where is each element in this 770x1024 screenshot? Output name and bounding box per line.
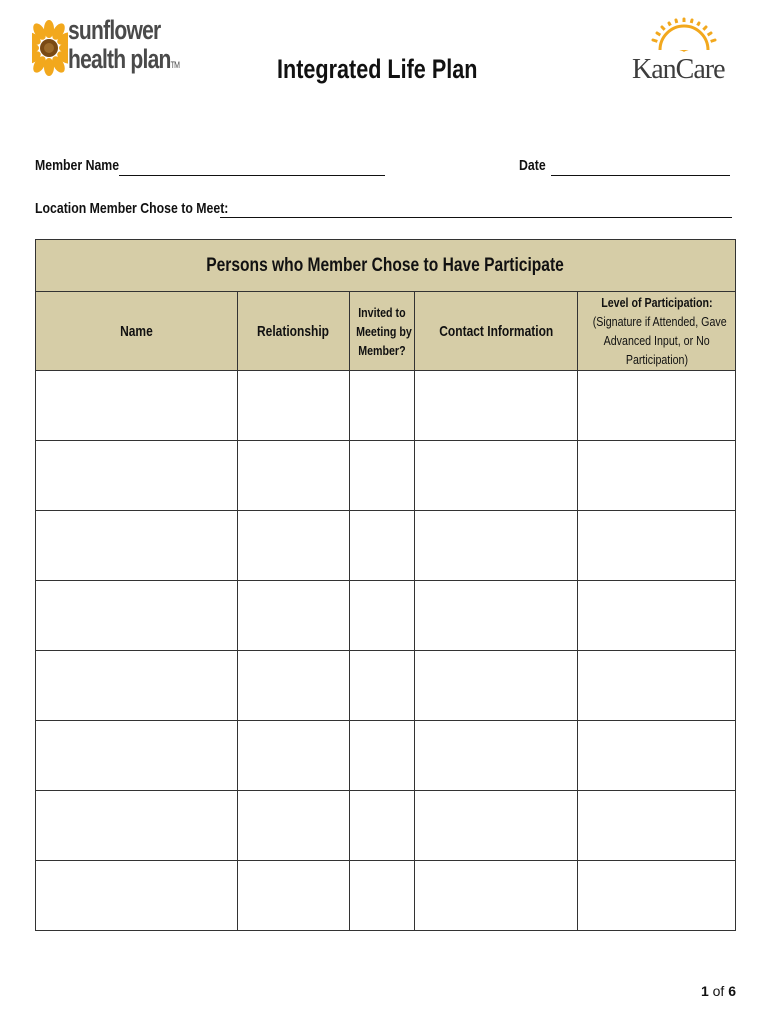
table-row	[36, 581, 736, 651]
cell-contact[interactable]	[415, 371, 578, 441]
cell-invited[interactable]	[350, 371, 415, 441]
cell-invited[interactable]	[350, 721, 415, 791]
cell-contact[interactable]	[415, 861, 578, 931]
cell-relationship[interactable]	[238, 441, 350, 511]
invited-line-1: Invited to	[358, 304, 406, 320]
cell-relationship[interactable]	[238, 651, 350, 721]
cell-name[interactable]	[36, 651, 238, 721]
cell-name[interactable]	[36, 371, 238, 441]
level-sub-3: Participation)	[625, 352, 688, 367]
page-number	[701, 983, 736, 999]
column-header-contact: Contact Information	[415, 292, 578, 371]
cell-invited[interactable]	[350, 861, 415, 931]
cell-contact[interactable]	[415, 511, 578, 581]
column-header-invited	[350, 292, 415, 371]
cell-level[interactable]	[578, 371, 736, 441]
cell-contact[interactable]	[415, 791, 578, 861]
member-name-field[interactable]	[119, 175, 385, 176]
cell-name[interactable]	[36, 861, 238, 931]
trademark-mark: TM	[170, 60, 180, 70]
date-field[interactable]	[551, 175, 730, 176]
level-title: Level of Participation:	[600, 295, 713, 310]
table-section-title: Persons who Member Chose to Have Participate	[36, 240, 736, 292]
cell-level[interactable]	[578, 791, 736, 861]
sunflower-icon	[32, 18, 68, 78]
cell-invited[interactable]	[350, 581, 415, 651]
cell-level[interactable]	[578, 511, 736, 581]
table-row	[36, 511, 736, 581]
kancare-logo	[630, 16, 725, 85]
table-row	[36, 791, 736, 861]
location-label: Location Member Chose to Meet:	[35, 200, 229, 217]
cell-contact[interactable]	[415, 721, 578, 791]
column-header-relationship: Relationship	[238, 292, 350, 371]
page-total: 6	[728, 983, 736, 999]
invited-line-2: Meeting by	[356, 323, 412, 339]
member-name-label: Member Name	[35, 157, 120, 174]
cell-name[interactable]	[36, 791, 238, 861]
cell-contact[interactable]	[415, 441, 578, 511]
date-label: Date	[519, 157, 546, 174]
cell-name[interactable]	[36, 581, 238, 651]
cell-name[interactable]	[36, 721, 238, 791]
brand-line-2: health plan	[68, 44, 171, 74]
cell-relationship[interactable]	[238, 861, 350, 931]
participants-table-body	[36, 371, 736, 931]
participants-table	[35, 239, 736, 931]
column-header-level	[578, 292, 736, 371]
cell-relationship[interactable]	[238, 791, 350, 861]
invited-line-3: Member?	[358, 342, 406, 358]
cell-relationship[interactable]	[238, 511, 350, 581]
brand-line-1: sunflower	[68, 15, 161, 45]
cell-contact[interactable]	[415, 581, 578, 651]
cell-relationship[interactable]	[238, 721, 350, 791]
sunflower-wordmark	[68, 16, 211, 80]
table-row	[36, 721, 736, 791]
kancare-sun-icon	[648, 16, 720, 52]
location-field[interactable]	[220, 217, 732, 218]
cell-name[interactable]	[36, 441, 238, 511]
level-sub-2: Advanced Input, or No	[603, 333, 710, 348]
cell-name[interactable]	[36, 511, 238, 581]
cell-contact[interactable]	[415, 651, 578, 721]
cell-level[interactable]	[578, 721, 736, 791]
cell-relationship[interactable]	[238, 581, 350, 651]
column-header-name: Name	[36, 292, 238, 371]
page-current: 1	[700, 983, 709, 999]
kancare-wordmark: KanCare	[632, 54, 725, 85]
cell-relationship[interactable]	[238, 371, 350, 441]
cell-invited[interactable]	[350, 441, 415, 511]
sunflower-health-plan-logo	[32, 15, 180, 82]
table-row	[36, 371, 736, 441]
cell-level[interactable]	[578, 651, 736, 721]
table-row	[36, 651, 736, 721]
page-title: Integrated Life Plan	[277, 54, 478, 84]
page-of: of	[712, 983, 725, 999]
cell-level[interactable]	[578, 861, 736, 931]
cell-level[interactable]	[578, 581, 736, 651]
cell-invited[interactable]	[350, 511, 415, 581]
level-sub-1: (Signature if Attended, Gave	[592, 314, 727, 329]
cell-level[interactable]	[578, 441, 736, 511]
cell-invited[interactable]	[350, 791, 415, 861]
cell-invited[interactable]	[350, 651, 415, 721]
table-row	[36, 441, 736, 511]
table-row	[36, 861, 736, 931]
